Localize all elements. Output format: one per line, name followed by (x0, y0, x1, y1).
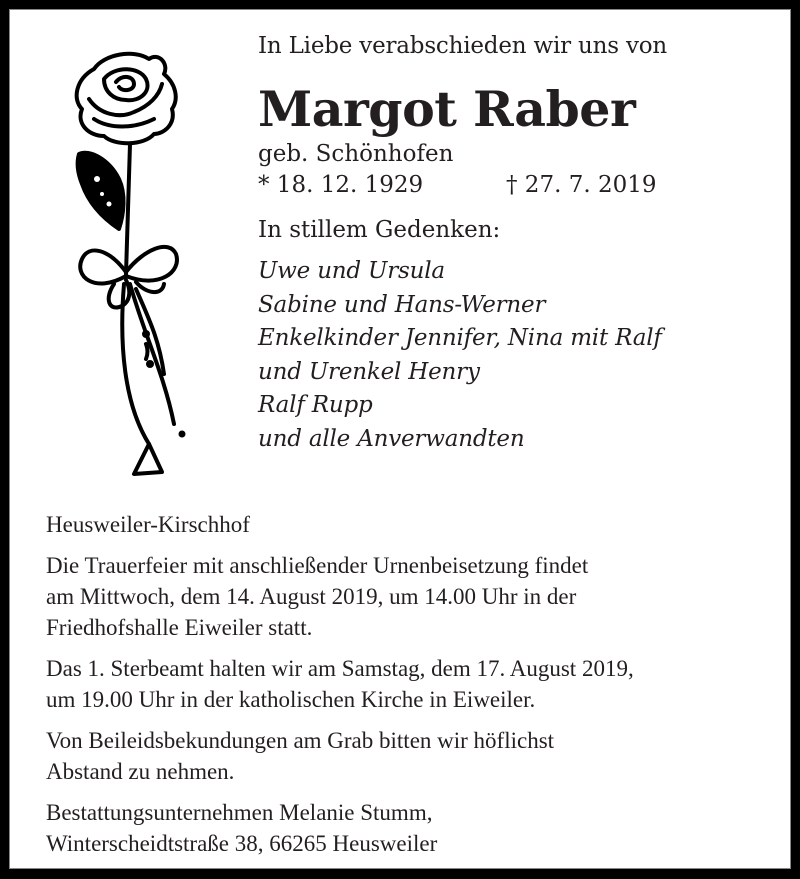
funeral-home-paragraph (46, 797, 786, 859)
mourner: Ralf Rupp (258, 392, 373, 418)
birth-name: geb. Schönhofen (258, 141, 454, 167)
mourner: Sabine und Hans-Werner (258, 291, 546, 318)
text-line: Winterscheidtstraße 38, 66265 Heusweiler (46, 831, 438, 856)
birth-date: * 18. 12. 1929 (258, 172, 424, 198)
location: Heusweiler-Kirschhof (46, 512, 250, 537)
intro-text: In Liebe verabschieden wir uns von (258, 33, 667, 59)
requiem-mass-paragraph (46, 653, 786, 715)
mourner: Uwe und Ursula (258, 258, 445, 284)
funeral-service-paragraph (46, 550, 786, 643)
mourner: Enkelkinder Jennifer, Nina mit Ralf (258, 325, 662, 351)
mourner: und Urenkel Henry (258, 358, 480, 385)
mourners-list (258, 255, 778, 456)
text-line: um 19.00 Uhr in der katholischen Kirche in Eiweiler. (46, 687, 536, 712)
text-line: Bestattungsunternehmen Melanie Stumm, (46, 800, 433, 825)
text-line: am Mittwoch, dem 14. August 2019, um 14.00 Uhr in der (46, 584, 577, 609)
text-line: Das 1. Sterbeamt halten wir am Samstag, dem 17. August 2019, (46, 656, 634, 681)
header-block (258, 31, 778, 456)
rose-with-ribbon-icon (64, 44, 194, 484)
deceased-name: Margot Raber (258, 80, 636, 138)
mourner: und alle Anverwandten (258, 425, 525, 452)
condolence-request-paragraph (46, 725, 786, 787)
obituary-notice (9, 9, 791, 869)
text-line: Die Trauerfeier mit anschließender Urnenbeisetzung findet (46, 553, 589, 578)
text-line: Abstand zu nehmen. (46, 759, 235, 784)
text-line: Friedhofshalle Eiweiler statt. (46, 615, 313, 640)
details-block (46, 509, 786, 869)
memorial-heading: In stillem Gedenken: (258, 217, 501, 243)
text-line: Von Beileidsbekundungen am Grab bitten wir höflichst (46, 728, 555, 753)
death-date: † 27. 7. 2019 (506, 172, 657, 198)
life-dates (258, 169, 778, 201)
